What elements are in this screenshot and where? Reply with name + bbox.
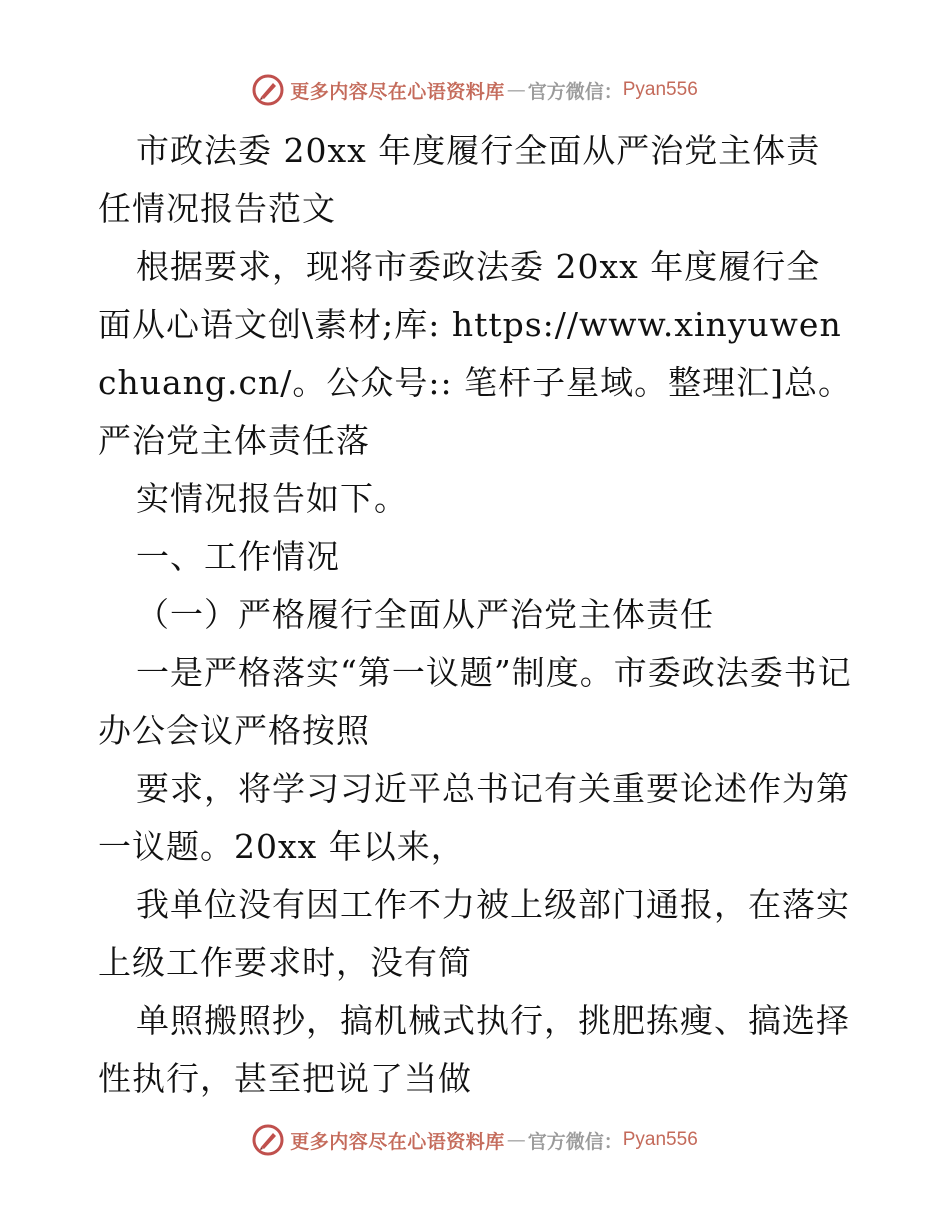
document-body	[98, 122, 853, 1108]
body-paragraph: 实情况报告如下。	[136, 479, 408, 518]
banner-wechat-id: Pyan556	[622, 79, 698, 100]
banner-separator: —	[506, 1129, 526, 1151]
body-paragraph: 根据要求，现将市委政法委 20xx 年度履行全面从心语文创\素材;库: https://www.xinyuwenchuang.cn/。公众号:: 笔杆子星域。整理汇]总。严治党主体责任落	[98, 247, 852, 460]
body-paragraph: 我单位没有因工作不力被上级部门通报，在落实上级工作要求时，没有简	[98, 885, 850, 982]
banner-text: 更多内容尽在心语资料库	[290, 1130, 505, 1153]
banner-wechat-label: 官方微信：	[527, 1130, 623, 1153]
banner-separator: —	[506, 79, 526, 101]
subsection-heading: （一）严格履行全面从严治党主体责任	[136, 595, 714, 634]
header-banner	[0, 70, 950, 110]
pen-logo-icon	[252, 1124, 284, 1156]
document-title: 市政法委 20xx 年度履行全面从严治党主体责任情况报告范文	[98, 131, 821, 228]
section-heading: 一、工作情况	[136, 537, 340, 576]
banner-wechat-id: Pyan556	[622, 1129, 698, 1150]
body-paragraph: 一是严格落实“第一议题”制度。市委政法委书记办公会议严格按照	[98, 653, 852, 750]
footer-banner	[0, 1120, 950, 1160]
body-paragraph: 单照搬照抄，搞机械式执行，挑肥拣瘦、搞选择性执行，甚至把说了当做	[98, 1001, 850, 1098]
body-paragraph: 要求，将学习习近平总书记有关重要论述作为第一议题。20xx 年以来，	[98, 769, 850, 866]
banner-wechat-label: 官方微信：	[527, 80, 623, 103]
pen-logo-icon	[252, 74, 284, 106]
banner-text: 更多内容尽在心语资料库	[290, 80, 505, 103]
